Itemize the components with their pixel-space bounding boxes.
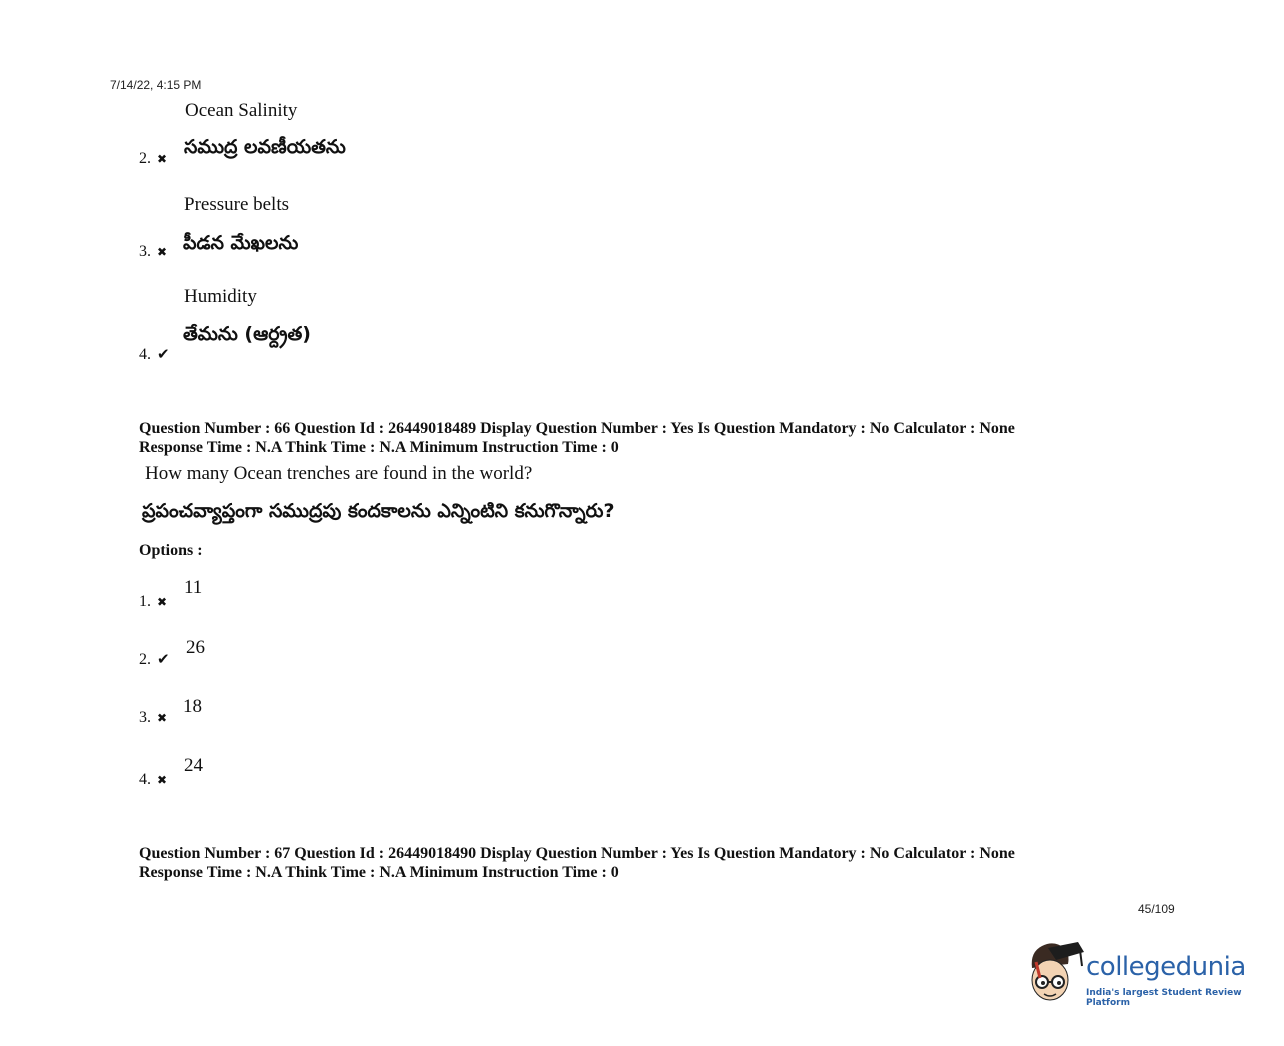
question-66-text-en: How many Ocean trenches are found in the world? <box>145 463 533 484</box>
q66-option-1-number: 1. ✖ <box>139 593 168 610</box>
cross-icon: ✖ <box>157 245 168 259</box>
cross-icon: ✖ <box>157 773 168 787</box>
option-3-number: 3. ✖ <box>139 243 168 260</box>
question-66-meta: Question Number : 66 Question Id : 26449018489 Display Question Number : Yes Is Question Mandatory : No Calculator : None Response Time : N.A Think Time : N.A Minimum Instruction Time : 0 <box>139 420 1015 456</box>
q66-option-3-value: 18 <box>183 696 202 717</box>
cross-icon: ✖ <box>157 152 168 166</box>
question-67-meta: Question Number : 67 Question Id : 26449018490 Display Question Number : Yes Is Question Mandatory : No Calculator : None Response Time : N.A Think Time : N.A Minimum Instruction Time : 0 <box>139 845 1015 881</box>
option-4-number: 4. ✔ <box>139 345 170 363</box>
option-2-number: 2. ✖ <box>139 150 168 167</box>
option-3-text-te: పీడన మేఖలను <box>183 232 299 254</box>
option-2-text-en: Ocean Salinity <box>185 100 298 121</box>
print-timestamp: 7/14/22, 4:15 PM <box>110 78 202 92</box>
question-66-text-te: ప్రపంచవ్యాప్తంగా సముద్రపు కందకాలను ఎన్నింటిని కనుగొన్నారు? <box>142 500 615 522</box>
check-icon: ✔ <box>157 650 170 668</box>
q66-option-4-value: 24 <box>184 755 203 776</box>
cross-icon: ✖ <box>157 711 168 725</box>
logo-brand-text: collegedunia <box>1086 952 1246 982</box>
collegedunia-logo <box>1026 938 1254 1010</box>
q66-option-1-value: 11 <box>184 577 203 598</box>
option-2-text-te: సముద్ర లవణీయతను <box>184 136 346 158</box>
q66-option-2-value: 26 <box>186 637 205 658</box>
option-3-text-en: Pressure belts <box>184 194 290 215</box>
q66-option-4-number: 4. ✖ <box>139 771 168 788</box>
check-icon: ✔ <box>157 345 170 363</box>
option-4-text-en: Humidity <box>184 286 257 307</box>
logo-tagline: India's largest Student Review Platform <box>1086 988 1242 1008</box>
option-4-text-te: తేమను (ఆర్ద్రత) <box>183 323 311 345</box>
cross-icon: ✖ <box>157 595 168 609</box>
q66-option-3-number: 3. ✖ <box>139 709 168 726</box>
mascot-icon <box>1026 938 1086 1010</box>
options-label: Options : <box>139 542 203 559</box>
q66-option-2-number: 2. ✔ <box>139 650 170 668</box>
page-number: 45/109 <box>1138 902 1175 916</box>
